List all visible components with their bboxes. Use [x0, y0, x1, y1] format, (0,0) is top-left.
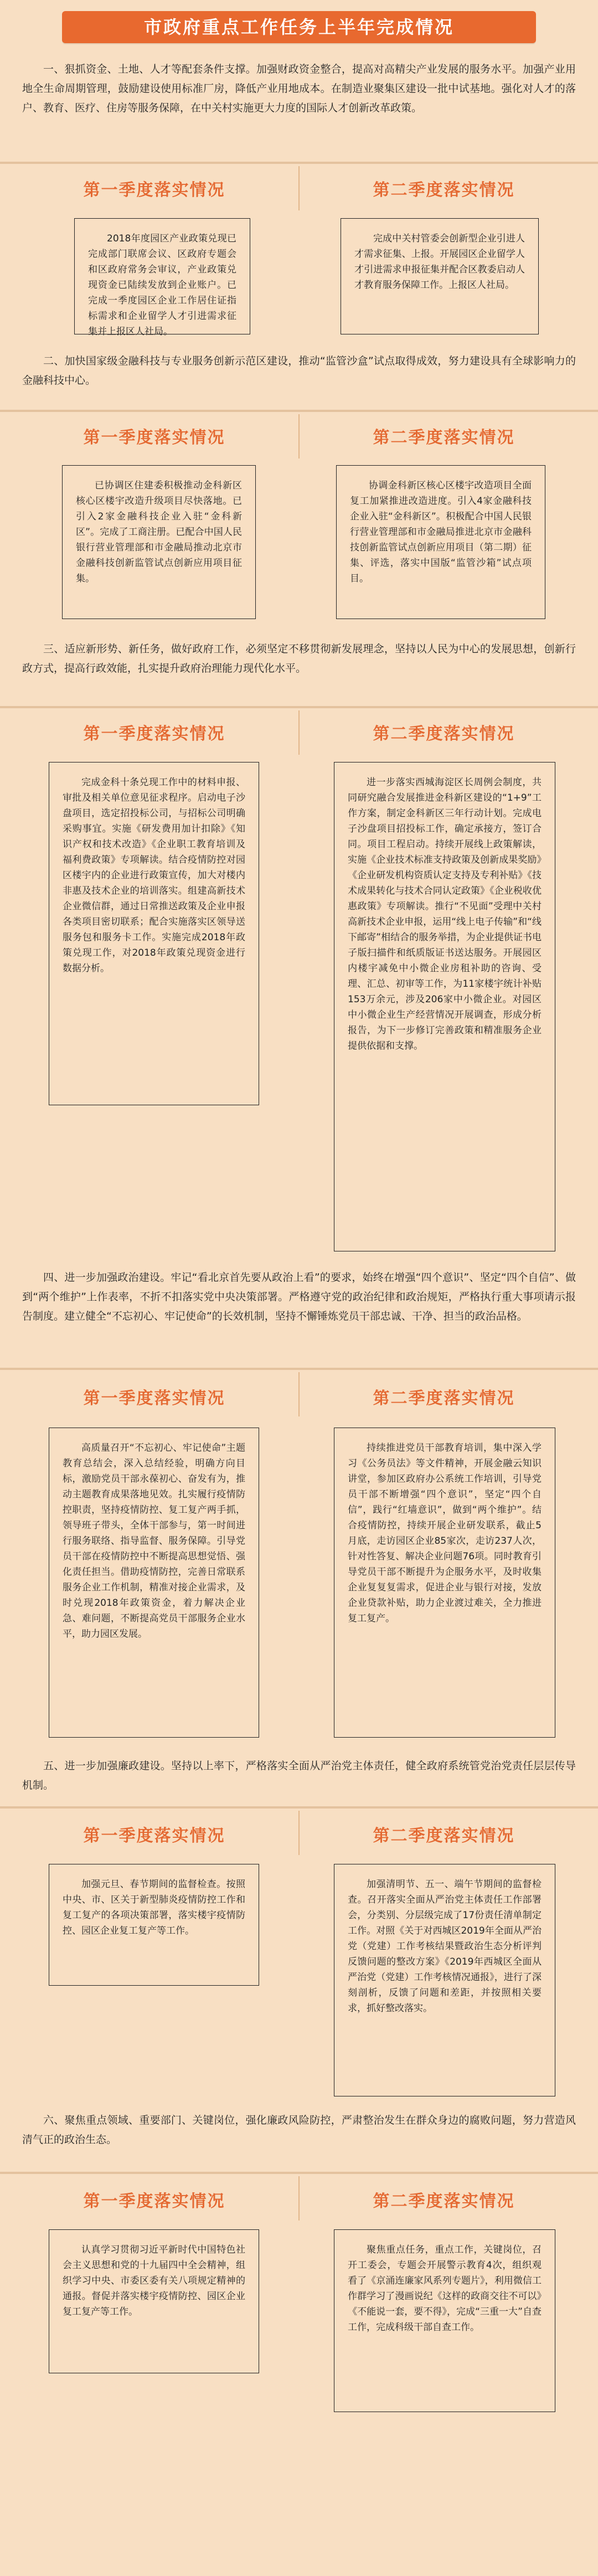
section-3-intro: 三、适应新形势、新任务，做好政府工作，必须坚定不移贯彻新发展理念，坚持以人民为中心的发展思想，创新行政方式，提高行政效能，扎实提升政府治理能力现代化水平。 [22, 643, 576, 674]
section-2-q2-text: 协调金科新区核心区楼宇改造项目全面复工加紧推进改造进度。引入4家金融科技企业入驻“金科新区”。积极配合中国人民银行营业管理部和市金融局推进北京市金融科技创新监管试点创新应用项目（第二期）征集、评选，落实中国版“监管沙箱”试点项目。 [350, 480, 532, 584]
section-4 [0, 1268, 598, 1326]
section-1-q2-text: 完成中关村管委会创新型企业引进人才需求征集、上报。开展园区企业留学人才引进需求申报征集并配合区教委启动人才教育服务保障工作。上报区人社局。 [354, 233, 525, 291]
section-2-q1-heading: 第一季度落实情况 [83, 428, 225, 447]
section-6-q2-heading: 第二季度落实情况 [373, 2192, 515, 2211]
section-2-intro: 二、加快国家级金融科技与专业服务创新示范区建设，推动“监管沙盒”试点取得成效，努力建设具有全球影响力的金融科技中心。 [22, 355, 576, 387]
section-3-q1-text: 完成金科十条兑现工作中的材料申报、审批及相关单位意见征求程序。启动电子沙盘项目，选定招投标公司，与招标公司明确采购事宜。实施《研发费用加计扣除》《知识产权和技术改造》《企业职工教育培训及福利费政策》专项解读。结合疫情防控对园区楼宇内的企业进行政策宣传，加大对楼内非惠及技术企业的培训落实。组建高新技术企业微信群，通过日常推送政策及企业申报各类项目密切联系；配合实施落实区领导送服务包和服务卡工作。实施完成2018年政策兑现工作，对2018年政策兑现资金进行数据分析。 [63, 777, 245, 974]
section-6-q1-text: 认真学习贯彻习近平新时代中国特色社会主义思想和党的十九届四中全会精神，组织学习中央、市委区委有关八项规定精神的通报。督促并落实楼宇疫情防控、园区企业复工复产等工作。 [63, 2244, 245, 2317]
section-3-column-line [298, 710, 300, 755]
section-3-q1-heading: 第一季度落实情况 [83, 724, 225, 744]
section-3 [0, 640, 598, 678]
section-1-q1-box [74, 218, 250, 337]
section-5-q1-box [49, 1864, 259, 1986]
section-5-divider [0, 1806, 598, 1809]
title-banner [62, 11, 536, 43]
section-2-q1-box [62, 465, 256, 619]
section-6-column-line [298, 2176, 300, 2220]
section-3-divider [0, 706, 598, 708]
section-4-q2-heading: 第二季度落实情况 [373, 1389, 515, 1408]
section-1-q1-text: 2018年度园区产业政策兑现已完成部门联席会议、区政府专题会和区政府常务会审议，产业政策兑现资金已陆续发放到企业账户。已完成一季度园区企业工作居住证指标需求和企业留学人才引进需求征集并上报区人社局。 [88, 233, 236, 337]
section-3-q2-heading: 第二季度落实情况 [373, 724, 515, 744]
section-2-q1-text: 已协调区住建委积极推动金科新区核心区楼宇改造升级项目尽快落地。已引入2家金融科技企业入驻“金科新区”。完成了工商注册。已配合中国人民银行营业管理部和市金融局推动北京市金融科技创新监管试点创新应用项目征集。 [76, 480, 242, 584]
section-2-q2-box [336, 465, 545, 619]
section-2 [0, 352, 598, 390]
section-2-divider [0, 410, 598, 412]
section-6 [0, 2111, 598, 2150]
section-5-q2-box [334, 1864, 555, 2096]
section-3-q2-text: 进一步落实西城海淀区长周例会制度，共同研究融合发展推进金科新区建设的“1+9”工作方案，制定金科新区三年行动计划。完成电子沙盘项目招投标工作，确定承接方，签订合同。项目工程启动。持续开展线上政策解读，实施《企业技术标准支持政策及创新成果奖励》《企业研发机构资质认定支持及专利补贴》《技术成果转化与技术合同认定政策》《企业税收优惠政策》专项解读。推行“不见面”受理中关村高新技术企业申报，运用“线上电子传输”和“线下邮寄”相结合的服务举措，为企业提供证书电子版扫描件和纸质版证书送达服务。开展园区内楼宇减免中小微企业房租补助的咨询、受理、汇总、初审等工作，为11家楼宇统计补贴153万余元，涉及206家中小微企业。对园区中小微企业生产经营情况开展调查，形成分析报告，为下一步修订完善政策和精准服务企业提供依据和支撑。 [348, 777, 542, 1052]
section-6-q1-box [49, 2229, 259, 2373]
section-4-q2-text: 持续推进党员干部教育培训，集中深入学习《公务员法》等文件精神，开展金融云知识讲堂，参加区政府办公系统工作培训，引导党员干部不断增强“四个意识”，坚定“四个自信”，践行“红墙意识”，做到“两个维护”。结合疫情防控，持续开展企业研发联系，截止5月底，走访园区企业85家次，走访237人次，针对性答复、解决企业问题76项。同时教育引导党员干部不断提升为企服务水平，及时收集企业复复复需求，促进企业与银行对接，发放企业贷款补贴，助力企业渡过难关，全力推进复工复产。 [348, 1442, 542, 1624]
section-5-q2-heading: 第二季度落实情况 [373, 1826, 515, 1846]
section-4-column-line [298, 1372, 300, 1416]
section-5-intro: 五、进一步加强廉政建设。坚持以上率下，严格落实全面从严治党主体责任，健全政府系统管党治党责任层层传导机制。 [22, 1760, 576, 1791]
section-4-divider [0, 1368, 598, 1370]
section-5-q1-heading: 第一季度落实情况 [83, 1826, 225, 1846]
section-4-q1-text: 高质量召开“不忘初心、牢记使命”主题教育总结会，深入总结经验，明确方向目标，激励党员干部永葆初心、奋发有为，推动主题教育成果落地见效。扎实履行疫情防控职责，坚持疫情防控、复工复产两手抓，领导班子带头，全体干部参与，第一时间进行服务联络、指导监督、服务保障。引导党员干部在疫情防控中不断提高思想觉悟、强化责任担当。借助疫情防控，完善日常联系服务企业工作机制，精准对接企业需求，及时兑现2018年政策资金，着力解决企业急、难问题，不断提高党员干部服务企业水平，助力园区发展。 [63, 1442, 245, 1640]
section-1-q1-heading: 第一季度落实情况 [83, 181, 225, 200]
section-1-intro: 一、狠抓资金、土地、人才等配套条件支撑。加强财政资金整合，提高对高精尖产业发展的服务水平。加强产业用地全生命周期管理，鼓励建设使用标准厂房，降低产业用地成本。在制造业聚集区建设一批中试基地。强化对人才的落户、教育、医疗、住房等服务保障，在中关村实施更大力度的国际人才创新改革政策。 [22, 63, 576, 114]
section-2-column-line [298, 414, 300, 458]
section-1-divider [0, 162, 598, 164]
section-3-q1-box [49, 762, 259, 1105]
section-4-q1-box [49, 1428, 259, 1738]
section-6-q2-text: 聚焦重点任务，重点工作，关键岗位，召开工委会，专题会开展警示教育4次，组织观看了《京涌连廉家风系列专题片》，利用微信工作群学习了漫画说纪《这样的政商交往不可以》《不能说一套，要不得》，完成“三重一大”自查工作，完成科级干部自查工作。 [348, 2244, 542, 2333]
section-1-q2-box [341, 218, 539, 334]
section-5-q2-text: 加强清明节、五一、端午节期间的监督检查。召开落实全面从严治党主体责任工作部署会，分类别、分层级完成了17份责任清单制定工作。对照《关于对西城区2019年全面从严治党（党建）工作考核结果暨政治生态分析评判反馈问题的整改方案》《2019年西城区全面从严治党（党建）工作考核情况通报》，进行了深刻剖析，反馈了问题和差距，并按照相关要求，抓好整改落实。 [348, 1879, 542, 2014]
section-4-intro: 四、进一步加强政治建设。牢记“看北京首先要从政治上看”的要求，始终在增强“四个意识”、坚定“四个自信”、做到“两个维护”上作表率，不折不扣落实党中央决策部署。严格遵守党的政治纪律和政治规矩，严格执行重大事项请示报告制度。建立健全“不忘初心、牢记使命”的长效机制，坚持不懈锤炼党员干部忠诚、干净、担当的政治品格。 [22, 1271, 576, 1322]
section-6-q1-heading: 第一季度落实情况 [83, 2192, 225, 2211]
section-4-q1-heading: 第一季度落实情况 [83, 1389, 225, 1408]
section-6-intro: 六、聚焦重点领域、重要部门、关键岗位，强化廉政风险防控，严肃整治发生在群众身边的腐败问题，努力营造风清气正的政治生态。 [22, 2114, 576, 2146]
section-5-q1-text: 加强元旦、春节期间的监督检查。按照中央、市、区关于新型肺炎疫情防控工作和复工复产的各项决策部署，落实楼宇疫情防控、园区企业复工复产等工作。 [63, 1879, 245, 1936]
page-title: 市政府重点工作任务上半年完成情况 [143, 17, 454, 38]
section-1 [0, 60, 598, 118]
section-6-divider [0, 2172, 598, 2174]
section-1-column-line [298, 166, 300, 210]
section-2-q2-heading: 第二季度落实情况 [373, 428, 515, 447]
section-1-q2-heading: 第二季度落实情况 [373, 181, 515, 200]
section-5-column-line [298, 1811, 300, 1855]
section-3-q2-box [334, 762, 555, 1251]
section-4-q2-box [334, 1428, 555, 1738]
section-6-q2-box [334, 2229, 555, 2412]
section-5 [0, 1756, 598, 1795]
